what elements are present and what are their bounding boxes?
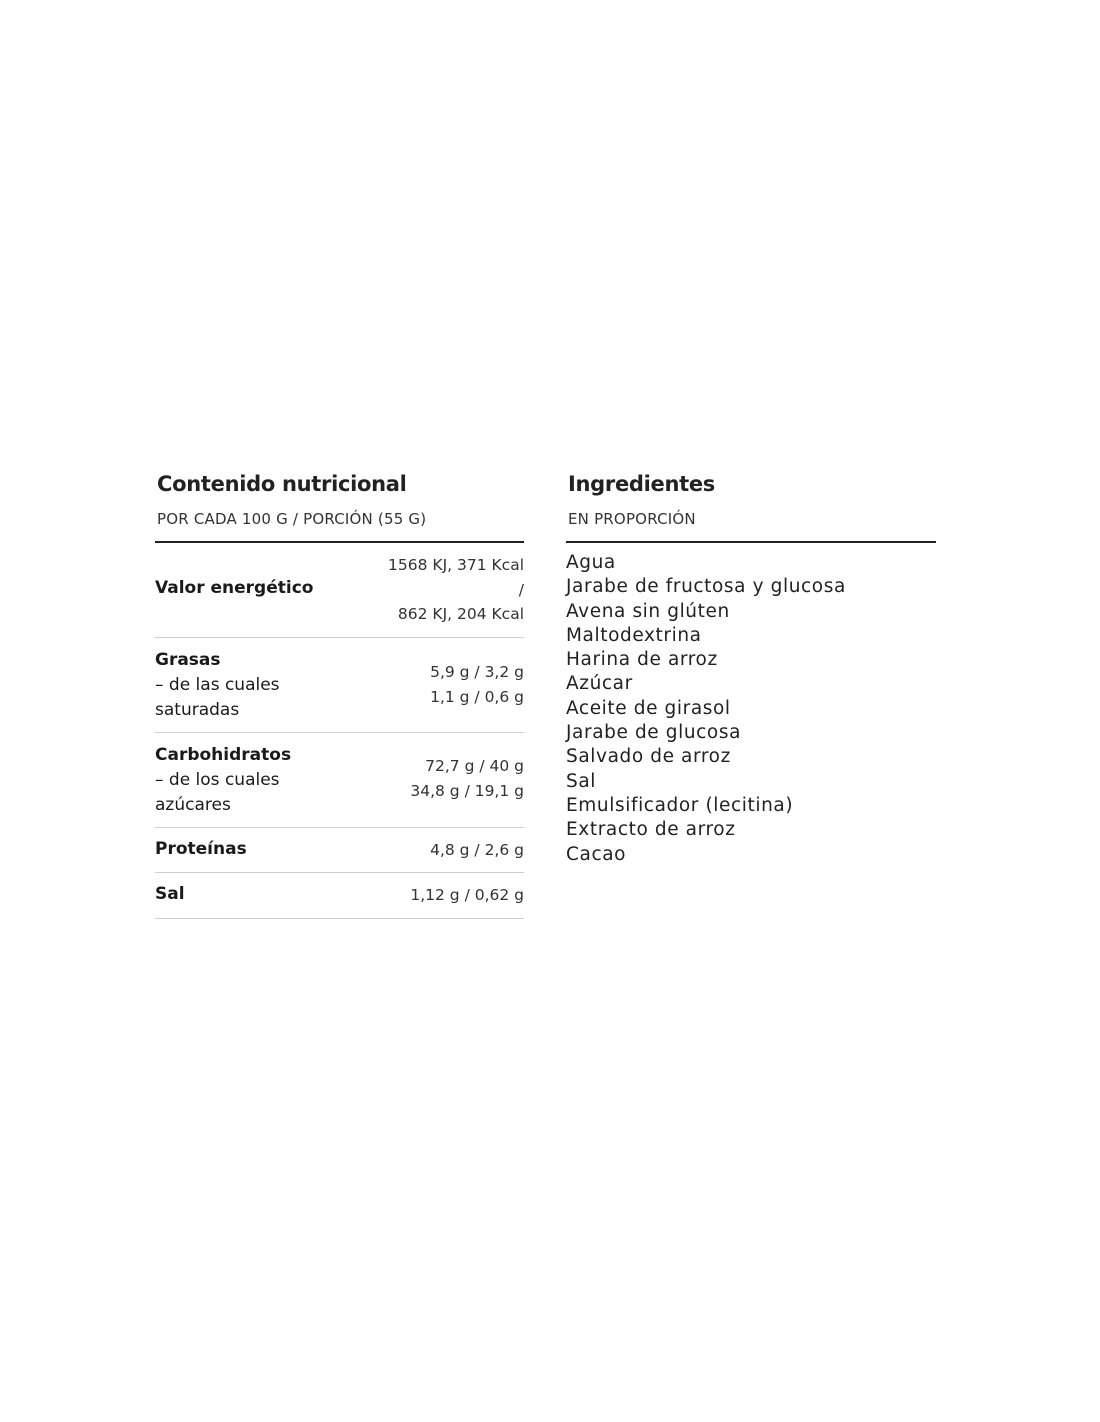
ingredient-item: Jarabe de fructosa y glucosa bbox=[566, 576, 846, 598]
fat-label-main: Grasas bbox=[155, 650, 221, 670]
ingredient-item: Sal bbox=[566, 770, 597, 792]
fat-value bbox=[430, 660, 524, 710]
nutrition-panel bbox=[155, 470, 524, 919]
nutrition-subtitle: POR CADA 100 G / PORCIÓN (55 G) bbox=[157, 510, 427, 528]
fat-label-sub-2: saturadas bbox=[155, 700, 240, 720]
nutrition-row-energy bbox=[155, 543, 524, 638]
energy-value-100g: 1568 KJ, 371 Kcal bbox=[388, 556, 524, 574]
ingredient-item: Extracto de arroz bbox=[566, 819, 736, 841]
ingredients-header-rule bbox=[566, 541, 936, 543]
fat-value-total: 5,9 g / 3,2 g bbox=[430, 663, 524, 681]
ingredient-item: Avena sin glúten bbox=[566, 600, 730, 622]
ingredient-item: Maltodextrina bbox=[566, 624, 702, 646]
ingredient-item: Azúcar bbox=[566, 673, 633, 695]
nutrition-title: Contenido nutricional bbox=[157, 472, 407, 496]
nutrition-row-protein bbox=[155, 828, 524, 873]
carbs-value-sugars: 34,8 g / 19,1 g bbox=[410, 782, 524, 800]
protein-label: Proteínas bbox=[155, 839, 247, 859]
salt-value: 1,12 g / 0,62 g bbox=[410, 886, 524, 904]
energy-value bbox=[388, 553, 524, 627]
ingredients-subtitle: EN PROPORCIÓN bbox=[568, 510, 696, 528]
ingredient-item: Salvado de arroz bbox=[566, 746, 731, 768]
ingredients-list bbox=[566, 551, 936, 867]
carbs-label-sub-1: – de los cuales bbox=[155, 770, 280, 790]
salt-label: Sal bbox=[155, 884, 185, 904]
ingredient-item: Cacao bbox=[566, 843, 627, 865]
carbs-value bbox=[410, 754, 524, 804]
fat-value-saturated: 1,1 g / 0,6 g bbox=[430, 688, 524, 706]
ingredients-panel bbox=[566, 470, 936, 867]
nutrition-row-fat bbox=[155, 638, 524, 733]
ingredient-item: Jarabe de glucosa bbox=[566, 722, 742, 744]
carbs-label bbox=[155, 743, 291, 818]
protein-value: 4,8 g / 2,6 g bbox=[430, 841, 524, 859]
energy-label: Valor energético bbox=[155, 578, 314, 598]
ingredient-item: Aceite de girasol bbox=[566, 697, 731, 719]
carbs-label-main: Carbohidratos bbox=[155, 745, 292, 765]
ingredient-item: Harina de arroz bbox=[566, 649, 718, 671]
ingredients-title: Ingredientes bbox=[568, 472, 715, 496]
ingredient-item: Agua bbox=[566, 552, 616, 573]
energy-value-portion: 862 KJ, 204 Kcal bbox=[397, 605, 524, 623]
energy-value-separator: / bbox=[518, 580, 524, 599]
carbs-label-sub-2: azúcares bbox=[155, 795, 231, 815]
ingredient-item: Emulsificador (lecitina) bbox=[566, 794, 794, 816]
nutrition-row-salt bbox=[155, 873, 524, 919]
carbs-value-total: 72,7 g / 40 g bbox=[425, 757, 524, 775]
nutrition-row-carbs bbox=[155, 733, 524, 828]
fat-label-sub-1: – de las cuales bbox=[155, 675, 280, 695]
fat-label bbox=[155, 648, 280, 723]
